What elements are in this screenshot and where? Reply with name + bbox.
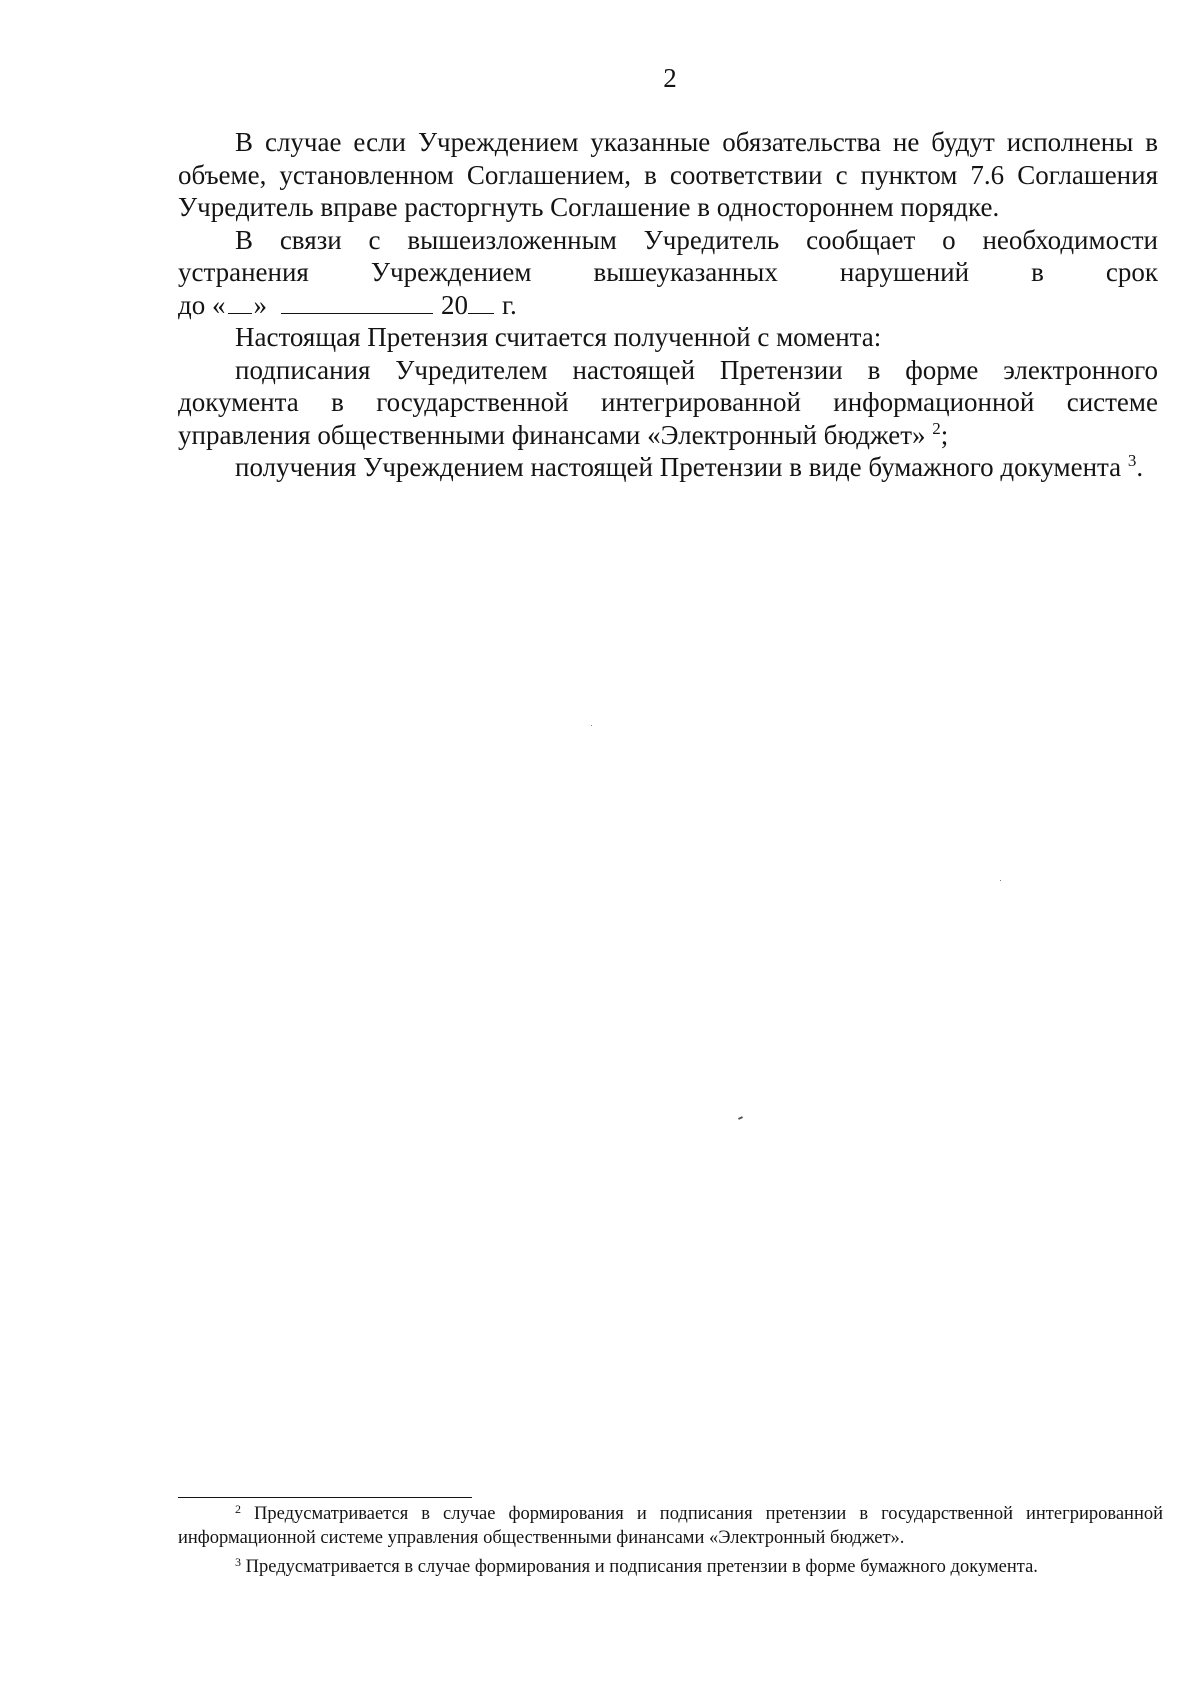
scan-speck xyxy=(1000,880,1001,881)
day-blank xyxy=(228,289,252,314)
month-blank xyxy=(281,289,433,314)
paragraph-received: Настоящая Претензия считается полученной с момента: xyxy=(235,322,882,352)
footnote-separator xyxy=(178,1497,472,1498)
paragraph-electronic xyxy=(178,354,1158,452)
footnote-text-2: Предусматривается в случае формирования и подписания претензии в государственной интегрированной информационной системе управления общественными финансами «Электронный бюджет». xyxy=(178,1504,1163,1548)
year-suffix: г. xyxy=(502,289,517,320)
footnote-ref-2: 2 xyxy=(932,418,941,438)
paragraph-termination: В случае если Учреждением указанные обязательства не будут исполнены в объеме, установленном Соглашением, в соответствии с пунктом 7.6 Соглашения Учредитель вправе расторгнуть Соглашение в одностороннем порядке. xyxy=(178,127,1158,222)
footnote-text-3: Предусматривается в случае формирования и подписания претензии в форме бумажного документа. xyxy=(245,1557,1038,1577)
electronic-text: подписания Учредителем настоящей Претензии в форме электронного документа в государственной интегрированной информационной системе управления общественными финансами «Электронный бюджет» xyxy=(178,354,1158,450)
paragraph-notice-deadline xyxy=(178,289,1158,322)
footnote-mark-3: 3 xyxy=(235,1555,241,1569)
footnote-mark-2: 2 xyxy=(235,1502,241,1516)
footnote-ref-3: 3 xyxy=(1127,451,1137,470)
paper-end: . xyxy=(1136,452,1144,482)
footnotes xyxy=(178,1503,1163,1586)
deadline-close-quote: » xyxy=(253,289,267,320)
scan-speck xyxy=(591,725,592,726)
electronic-end: ; xyxy=(940,419,949,450)
year-blank xyxy=(468,289,494,314)
document-body xyxy=(178,126,1158,484)
footnote-2 xyxy=(178,1503,1163,1550)
paragraph-notice-line2: устранения Учреждением вышеуказанных нарушений в срок xyxy=(178,257,1158,287)
paper-text: получения Учреждением настоящей Претензии в виде бумажного документа xyxy=(235,452,1122,482)
deadline-prefix: до « xyxy=(178,289,226,320)
scan-speck xyxy=(738,1116,743,1120)
page-number: 2 xyxy=(663,63,677,93)
footnote-3 xyxy=(178,1556,1163,1580)
paragraph-paper xyxy=(178,451,1158,484)
year-prefix: 20 xyxy=(441,289,468,320)
paragraph-notice-line1: В связи с вышеизложенным Учредитель сообщает о необходимости xyxy=(235,224,1158,255)
